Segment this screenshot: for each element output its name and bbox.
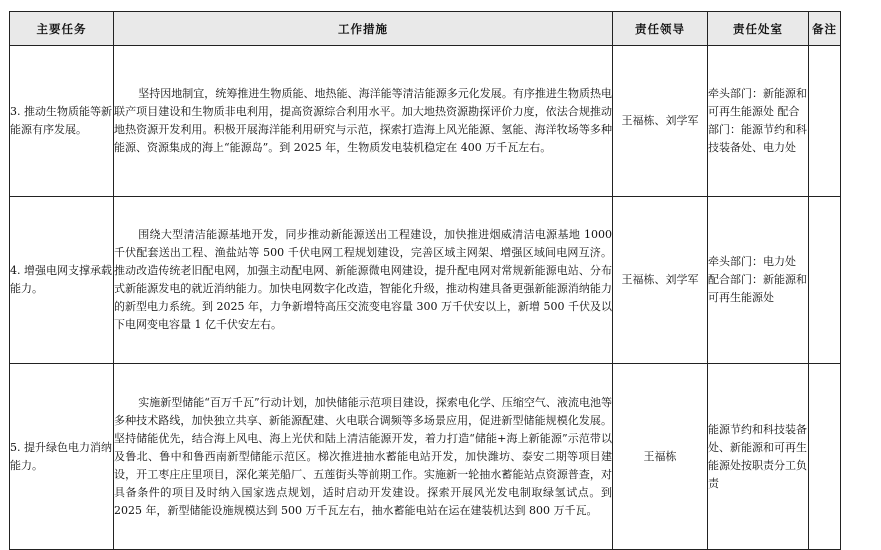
leader-cell: 王福栋、刘学军 (613, 197, 708, 364)
task-cell: 3. 推动生物质能等新能源有序发展。 (10, 46, 114, 197)
task-cell: 5. 提升绿色电力消纳能力。 (10, 364, 114, 550)
measure-cell (114, 364, 613, 550)
table-row (10, 46, 841, 197)
header-note: 备注 (809, 12, 841, 46)
measure-cell (114, 197, 613, 364)
office-cell: 牵头部门：电力处 配合部门：新能源和可再生能源处 (708, 197, 809, 364)
measure-text: 围绕大型清洁能源基地开发，同步推动新能源送出工程建设，加快推进烟威清洁电源基地 1000 千伏配套送出工程、渔盐站等 500 千伏电网工程规划建设，完善区域主网架、增强区域间电网互济。推动改造传统老旧配电网，加强主动配电网、新能源微电网建设，提升配电网对常规新能源电站、分布式新能源发电的就近消纳能力。加快电网数字化改造，智能化升级，推动构建具备更强新能源消纳能力的新型电力系统。到 2025 年，力争新增特高压交流变电容量 300 万千伏安以上，新增 500 千伏及以下电网变电容量 1 亿千伏安左右。 (114, 228, 612, 331)
table-row (10, 197, 841, 364)
task-cell: 4. 增强电网支撑承载能力。 (10, 197, 114, 364)
work-measures-table (9, 11, 841, 550)
office-cell: 能源节约和科技装备处、新能源和可再生能源处按职责分工负责 (708, 364, 809, 550)
measure-text: 坚持因地制宜，统筹推进生物质能、地热能、海洋能等清洁能源多元化发展。有序推进生物质热电联产项目建设和生物质非电利用，提高资源综合利用水平。加大地热资源勘探评价力度，依法合规推动地热资源开发利用。积极开展海洋能利用研究与示范，探索打造海上风光能源、氢能、海洋牧场等多种能源、资源集成的海上“能源岛”。到 2025 年，生物质发电装机稳定在 400 万千瓦左右。 (114, 87, 612, 154)
measure-text: 实施新型储能“百万千瓦”行动计划，加快储能示范项目建设，探索电化学、压缩空气、液流电池等多种技术路线，加快独立共享、新能源配建、火电联合调频等多场景应用，促进新型储能规模化发展。坚持储能优先，结合海上风电、海上光伏和陆上清洁能源开发，着力打造“储能+海上新能源”示范带以及鲁北、鲁中和鲁西南新型储能示范区。梯次推进抽水蓄能电站开发，加快潍坊、泰安二期等项目建设，开工枣庄庄里项目，深化莱芜船厂、五莲街头等前期工作。实施新一轮抽水蓄能站点资源普查，对具备条件的项目及时纳入国家选点规划，适时启动开发建设。探索开展风光发电制取绿氢试点。到 2025 年，新型储能设施规模达到 500 万千瓦左右，抽水蓄能电站在运在建装机达到 800 万千瓦。 (114, 395, 612, 517)
note-cell (809, 364, 841, 550)
header-measures: 工作措施 (114, 12, 613, 46)
header-row (10, 12, 841, 46)
leader-cell: 王福栋 (613, 364, 708, 550)
measure-cell (114, 46, 613, 197)
header-task: 主要任务 (10, 12, 114, 46)
note-cell (809, 46, 841, 197)
note-cell (809, 197, 841, 364)
leader-cell: 王福栋、刘学军 (613, 46, 708, 197)
header-office: 责任处室 (708, 12, 809, 46)
table-row (10, 364, 841, 550)
header-leader: 责任领导 (613, 12, 708, 46)
office-cell: 牵头部门：新能源和可再生能源处 配合部门：能源节约和科技装备处、电力处 (708, 46, 809, 197)
